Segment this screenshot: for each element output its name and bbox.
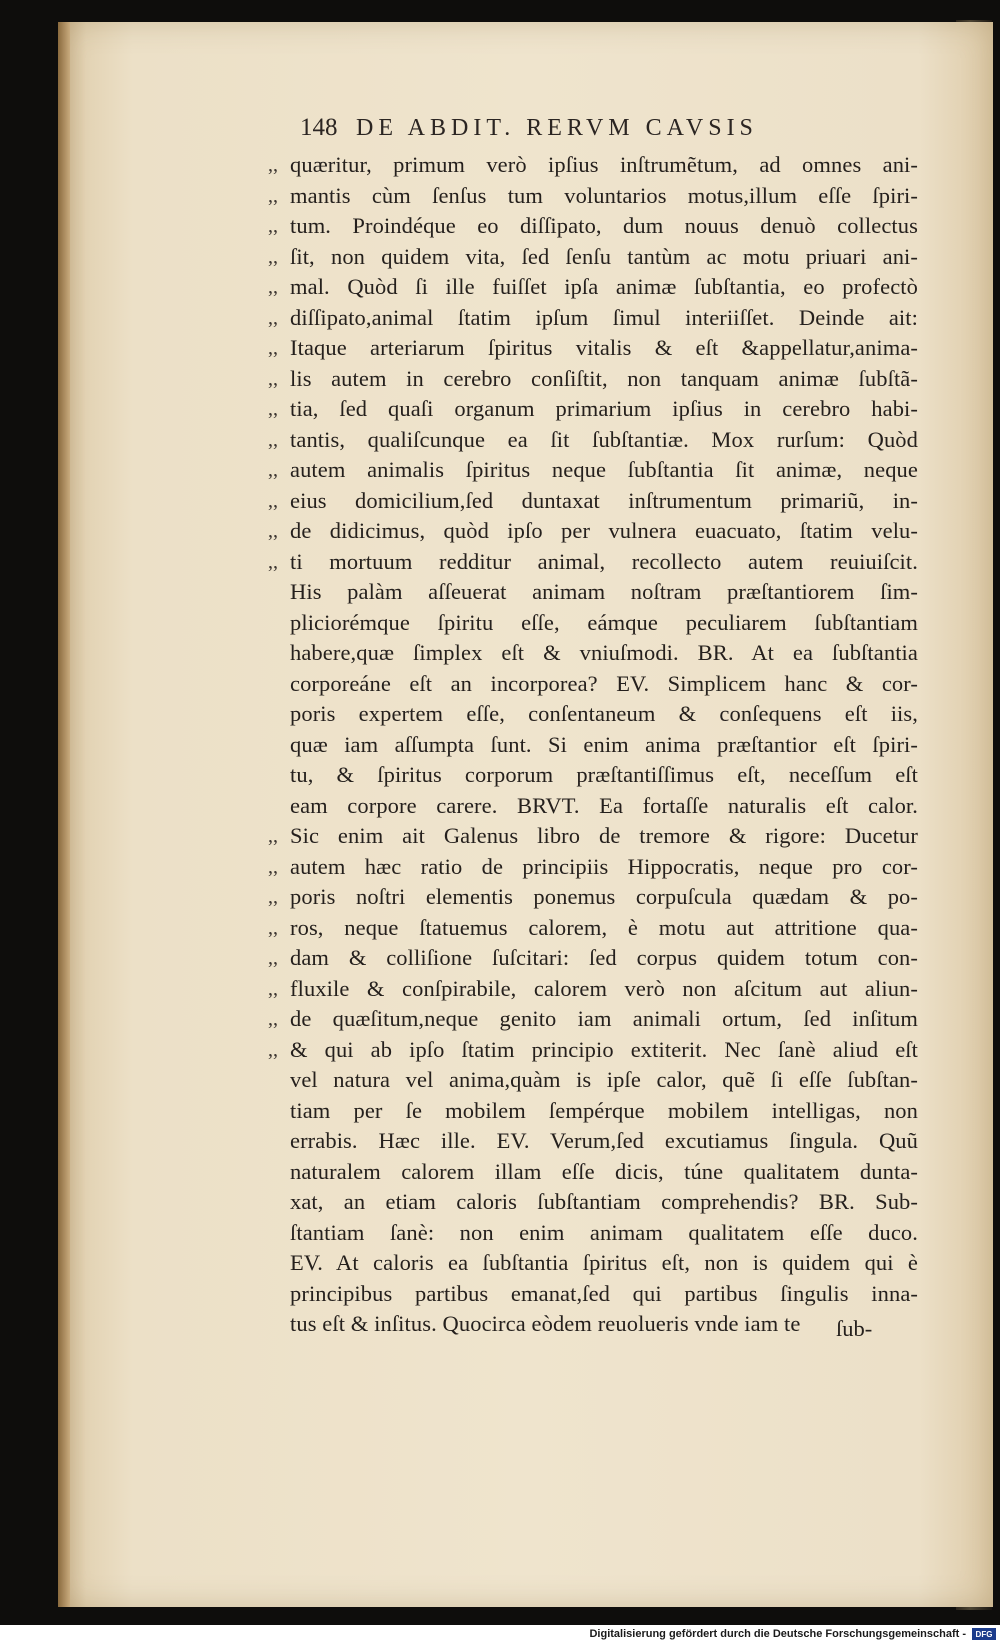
quotation-mark (268, 1126, 290, 1157)
quotation-mark (268, 730, 290, 761)
quotation-mark: ,, (268, 855, 278, 878)
text-line (268, 1248, 918, 1279)
text-line (268, 303, 918, 334)
line-text: de quæſitum,neque genito iam animali ortum, ſed inſitum (290, 1006, 918, 1031)
text-line (268, 364, 918, 395)
text-line (268, 486, 918, 517)
line-text: ſtantiam ſanè: non enim animam qualitatem eſſe duco. (290, 1219, 918, 1245)
line-text: & qui ab ipſo ſtatim principio extiterit. Nec ſanè aliud eſt (290, 1036, 918, 1062)
quotation-mark: ,, (268, 825, 278, 847)
quotation-mark: ,, (268, 916, 278, 939)
line-text: tu, & ſpiritus corporum præſtantiſſimus eſt, neceſſum eſt (290, 762, 918, 787)
quotation-mark: ,, (268, 1038, 278, 1061)
line-text: EV. At caloris ea ſubſtantia ſpiritus eſt, non is quidem qui è (290, 1250, 918, 1275)
text-line (268, 547, 918, 578)
line-text: corporeáne eſt an incorporea? EV. Simplicem hanc & cor- (290, 670, 918, 696)
line-text: errabis. Hæc ille. EV. Verum,ſed excutiamus ſingula. Quũ (290, 1128, 918, 1153)
line-text: vel natura vel anima,quàm is ipſe calor, quẽ ſi eſſe ſubſtan- (290, 1067, 918, 1092)
text-line (268, 1309, 918, 1340)
text-line (268, 638, 918, 669)
line-text: eam corpore carere. BRVT. Ea fortaſſe naturalis eſt calor. (290, 792, 918, 818)
line-text: tus eſt & inſitus. Quocirca eòdem reuolueris vnde iam te (290, 1311, 801, 1336)
body-text (268, 150, 918, 1340)
line-text: poris expertem eſſe, conſentaneum & conſequens eſt iis, (290, 701, 918, 726)
quotation-mark: ,, (268, 977, 278, 1000)
line-text: ros, neque ſtatuemus calorem, è motu aut attritione qua- (290, 914, 918, 940)
line-text: tum. Proindéque eo diſſipato, dum nouus denuò collectus (290, 213, 918, 238)
quotation-mark (268, 1218, 290, 1249)
line-text: xat, an etiam caloris ſubſtantiam comprehendis? BR. Sub- (290, 1189, 918, 1214)
text-line (268, 150, 918, 181)
line-text: Itaque arteriarum ſpiritus vitalis & eſt &appellatur,anima- (290, 335, 918, 360)
quotation-mark (268, 1187, 290, 1218)
quotation-mark (268, 1309, 290, 1340)
line-text: autem hæc ratio de principiis Hippocratis, neque pro cor- (290, 853, 918, 879)
text-line (268, 242, 918, 273)
quotation-mark: ,, (268, 947, 278, 969)
line-text: His palàm aſſeuerat animam noſtram præſtantiorem ſim- (290, 579, 918, 604)
quotation-mark: ,, (268, 550, 278, 573)
line-text: eius domicilium,ſed duntaxat inſtrumentum primariũ, in- (290, 487, 918, 513)
text-line (268, 1218, 918, 1249)
text-line (268, 913, 918, 944)
quotation-mark: ,, (268, 398, 278, 420)
quotation-mark (268, 1279, 290, 1310)
line-text: de didicimus, quòd ipſo per vulnera euacuato, ſtatim velu- (290, 518, 918, 543)
text-line (268, 1279, 918, 1310)
line-text: lis autem in cerebro conſiſtit, non tanquam animæ ſubſtã- (290, 365, 918, 391)
quotation-mark (268, 577, 290, 608)
quotation-mark: ,, (268, 367, 278, 390)
text-line (268, 730, 918, 761)
text-line (268, 669, 918, 700)
line-text: poris noſtri elementis ponemus corpuſcula quædam & po- (290, 884, 918, 909)
quotation-mark: ,, (268, 520, 278, 542)
quotation-mark (268, 669, 290, 700)
quotation-mark: ,, (268, 154, 278, 176)
running-title: DE ABDIT. RERVM CAVSIS (356, 115, 758, 141)
line-text: naturalem calorem illam eſſe dicis, túne qualitatem dunta- (290, 1158, 918, 1184)
text-line (268, 211, 918, 242)
quotation-mark: ,, (268, 886, 278, 908)
text-line (268, 852, 918, 883)
quotation-mark: ,, (268, 428, 278, 451)
line-text: fluxile & conſpirabile, calorem verò non aſcitum aut aliun- (290, 975, 918, 1001)
quotation-mark (268, 608, 290, 639)
dfg-logo: DFG (972, 1628, 996, 1640)
text-line (268, 791, 918, 822)
line-text: mal. Quòd ſi ille fuiſſet ipſa animæ ſubſtantia, eo profectò (290, 274, 918, 299)
line-text: principibus partibus emanat,ſed qui partibus ſingulis inna- (290, 1280, 918, 1306)
text-line (268, 1157, 918, 1188)
line-text: tia, ſed quaſi organum primarium ipſius in cerebro habi- (290, 396, 918, 421)
text-line (268, 181, 918, 212)
text-line (268, 760, 918, 791)
line-text: ti mortuum redditur animal, recollecto autem reuiuiſcit. (290, 548, 918, 574)
text-line (268, 882, 918, 913)
quotation-mark (268, 1248, 290, 1279)
text-line (268, 1065, 918, 1096)
quotation-mark: ,, (268, 1008, 278, 1030)
text-line (268, 699, 918, 730)
text-line (268, 394, 918, 425)
text-line (268, 974, 918, 1005)
line-text: quæ iam aſſumpta ſunt. Si enim anima præſtantior eſt ſpiri- (290, 731, 918, 757)
text-line (268, 516, 918, 547)
page-header (300, 114, 860, 146)
text-line (268, 1004, 918, 1035)
text-line (268, 943, 918, 974)
quotation-mark (268, 791, 290, 822)
quotation-mark: ,, (268, 459, 278, 481)
text-line (268, 821, 918, 852)
line-text: Sic enim ait Galenus libro de tremore & rigore: Ducetur (290, 823, 918, 848)
text-line (268, 333, 918, 364)
quotation-mark (268, 1096, 290, 1127)
page-number: 148 (300, 114, 338, 141)
text-line (268, 1126, 918, 1157)
quotation-mark: ,, (268, 215, 278, 237)
line-text: diſſipato,animal ſtatim ipſum ſimul interiiſſet. Deinde ait: (290, 304, 918, 330)
text-line (268, 425, 918, 456)
text-line (268, 1096, 918, 1127)
line-text: habere,quæ ſimplex eſt & vniuſmodi. BR. At ea ſubſtantia (290, 640, 918, 665)
quotation-mark (268, 760, 290, 791)
line-text: tantis, qualiſcunque ea ſit ſubſtantiæ. Mox rurſum: Quòd (290, 426, 918, 452)
quotation-mark (268, 1157, 290, 1188)
line-text: quæritur, primum verò ipſius inſtrumẽtum, ad omnes ani- (290, 152, 918, 177)
quotation-mark (268, 1065, 290, 1096)
line-text: mantis cùm ſenſus tum voluntarios motus,illum eſſe ſpiri- (290, 182, 918, 208)
quotation-mark: ,, (268, 184, 278, 207)
line-text: dam & colliſione ſuſcitari: ſed corpus quidem totum con- (290, 945, 918, 970)
text-line (268, 1187, 918, 1218)
quotation-mark (268, 699, 290, 730)
text-line (268, 608, 918, 639)
line-text: tiam per ſe mobilem ſempérque mobilem intelligas, non (290, 1097, 918, 1123)
line-text: pliciorémque ſpiritu eſſe, eámque peculiarem ſubſtantiam (290, 609, 918, 635)
quotation-mark: ,, (268, 276, 278, 298)
quotation-mark: ,, (268, 306, 278, 329)
catchword: ſub- (836, 1316, 873, 1341)
page-gutter (58, 22, 70, 1607)
footer-credit: Digitalisierung gefördert durch die Deutsche Forschungsgemeinschaft - (589, 1628, 966, 1640)
digitization-footer (0, 1625, 1000, 1643)
text-line (268, 1035, 918, 1066)
text-line (268, 272, 918, 303)
quotation-mark: ,, (268, 337, 278, 359)
text-line (268, 455, 918, 486)
line-text: ſit, non quidem vita, ſed ſenſu tantùm ac motu priuari ani- (290, 243, 918, 269)
quotation-mark: ,, (268, 245, 278, 268)
text-line (268, 577, 918, 608)
line-text: autem animalis ſpiritus neque ſubſtantia ſit animæ, neque (290, 457, 918, 482)
quotation-mark (268, 638, 290, 669)
quotation-mark: ,, (268, 489, 278, 512)
